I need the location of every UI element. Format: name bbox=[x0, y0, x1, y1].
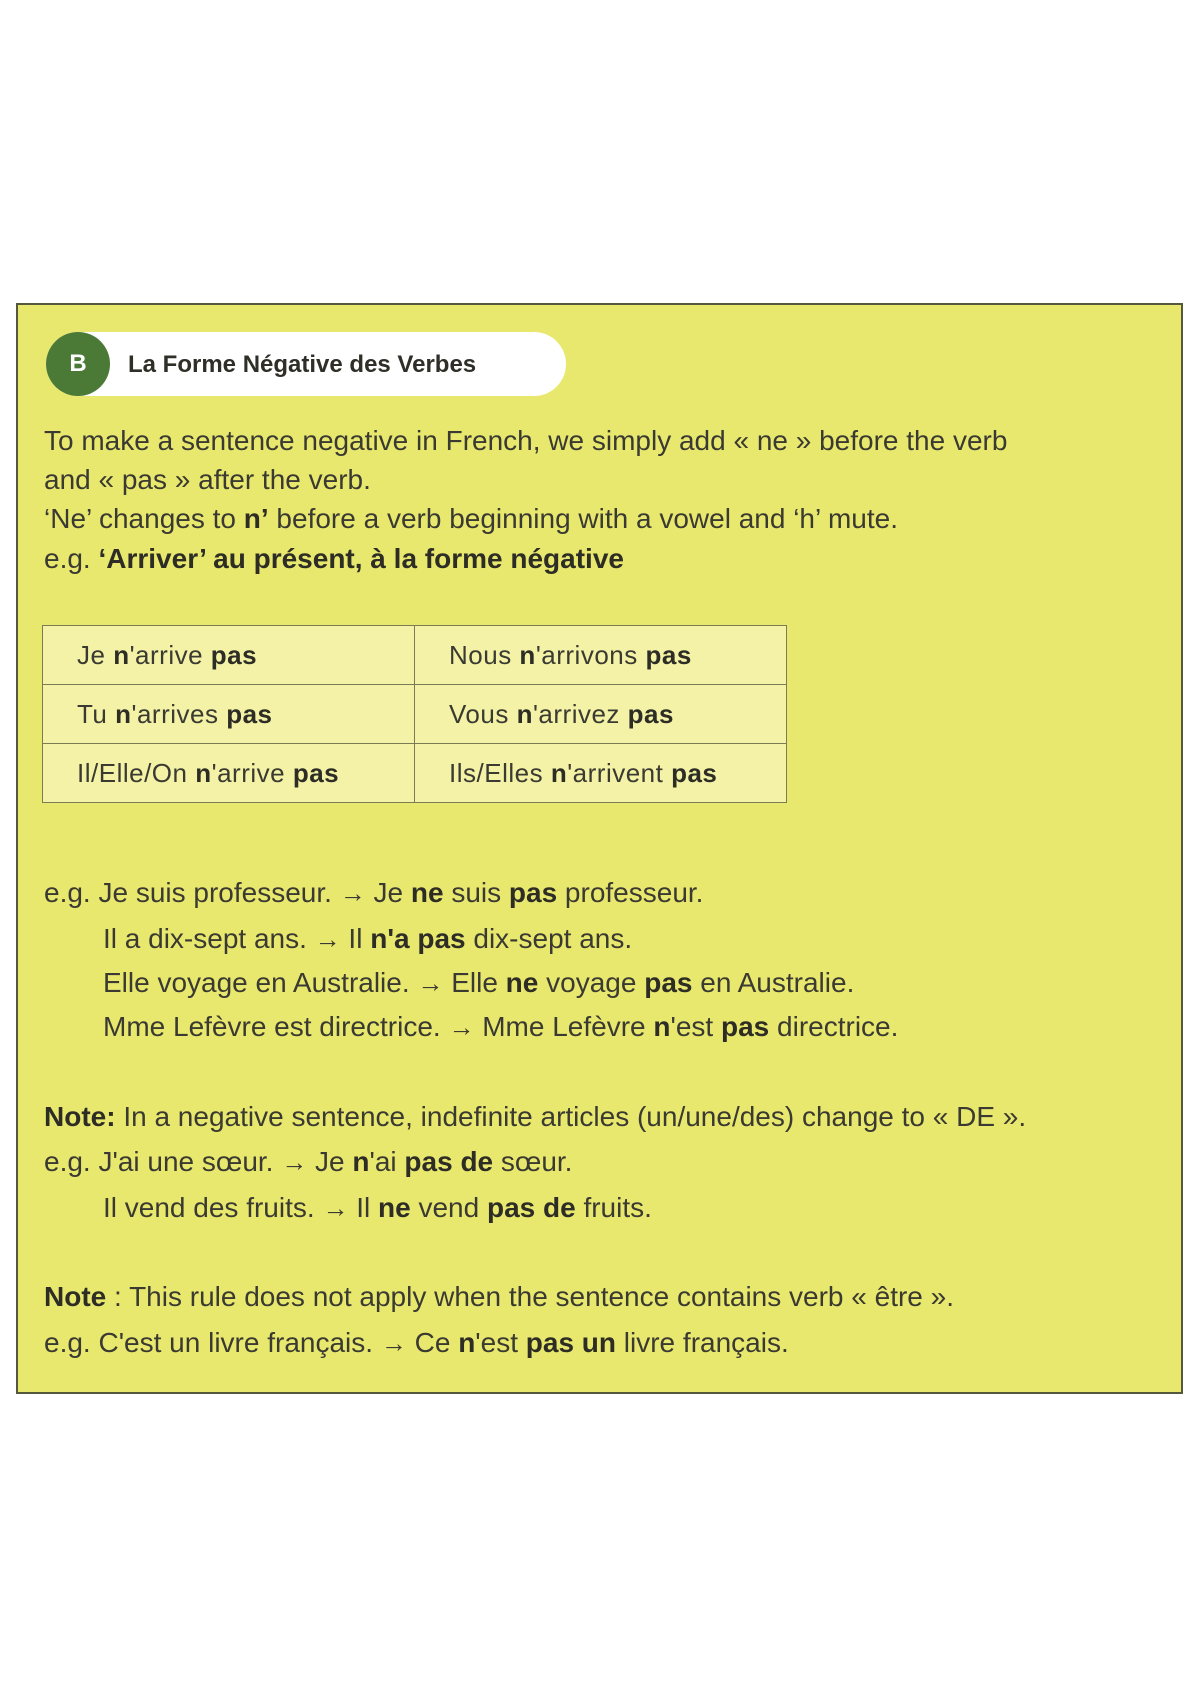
example-text: Je bbox=[365, 877, 411, 908]
example-line bbox=[103, 1188, 652, 1228]
example-text: sœur. bbox=[493, 1146, 573, 1177]
cell-text: 'arrivent bbox=[567, 757, 672, 788]
section-title: La Forme Négative des Verbes bbox=[128, 351, 477, 378]
example-text: 'ai bbox=[369, 1146, 405, 1177]
example-text: fruits. bbox=[575, 1192, 652, 1223]
table-cell bbox=[415, 685, 787, 744]
intro-line-2: and « pas » after the verb. bbox=[44, 464, 371, 495]
example-prefix: e.g. bbox=[44, 877, 99, 908]
table-row bbox=[43, 685, 787, 744]
note-label: Note: bbox=[44, 1101, 116, 1132]
example-line bbox=[103, 919, 632, 959]
cell-text: 'arrive bbox=[211, 757, 293, 788]
table-row bbox=[43, 744, 787, 803]
example-text: Ce bbox=[406, 1327, 459, 1358]
example-bold: pas de bbox=[404, 1146, 494, 1177]
intro-line-4 bbox=[44, 539, 624, 578]
cell-text: Il/Elle/On bbox=[77, 757, 196, 788]
example-line bbox=[103, 963, 854, 1003]
table-cell bbox=[43, 626, 415, 685]
example-text: 'est bbox=[475, 1327, 526, 1358]
cell-bold: n bbox=[115, 698, 132, 729]
table-cell bbox=[43, 744, 415, 803]
example-bold: pas bbox=[417, 923, 466, 954]
example-text: 'est bbox=[670, 1011, 721, 1042]
cell-text: Nous bbox=[449, 639, 520, 670]
note-text: : This rule does not apply when the sentence contains verb « être ». bbox=[106, 1281, 955, 1312]
arrow-icon: → bbox=[448, 1012, 475, 1042]
cell-bold: pas bbox=[627, 698, 674, 729]
cell-text: 'arrivez bbox=[532, 698, 628, 729]
example-text: Il bbox=[340, 923, 371, 954]
example-line bbox=[44, 1323, 789, 1363]
example-prefix: e.g. bbox=[44, 1146, 99, 1177]
cell-text: Je bbox=[77, 639, 114, 670]
intro-text: before a verb beginning with a vowel and ‘h’ mute. bbox=[268, 503, 898, 534]
cell-text: Ils/Elles bbox=[449, 757, 551, 788]
arrow-icon: → bbox=[417, 968, 444, 998]
section-heading bbox=[46, 332, 566, 396]
cell-bold: n bbox=[519, 639, 536, 670]
example-source: Mme Lefèvre est directrice. bbox=[103, 1011, 441, 1042]
note-line bbox=[44, 1097, 1026, 1136]
example-source: Il a dix-sept ans. bbox=[103, 923, 307, 954]
arrow-icon: → bbox=[380, 1328, 407, 1358]
example-bold: n bbox=[653, 1011, 671, 1042]
example-bold: pas de bbox=[486, 1192, 576, 1223]
example-bold: ne bbox=[378, 1192, 411, 1223]
example-source: Il vend des fruits. bbox=[103, 1192, 315, 1223]
section-badge: B bbox=[46, 332, 110, 396]
table-cell bbox=[415, 744, 787, 803]
example-bold: ne bbox=[410, 877, 444, 908]
example-bold: n bbox=[458, 1327, 476, 1358]
example-bold: pas un bbox=[525, 1327, 617, 1358]
intro-line-3 bbox=[44, 499, 898, 538]
cell-bold: n bbox=[550, 757, 568, 788]
example-text: professeur. bbox=[557, 877, 704, 908]
example-line bbox=[44, 1142, 572, 1182]
cell-bold: pas bbox=[292, 757, 340, 788]
example-text: suis bbox=[443, 877, 509, 908]
cell-text: Tu bbox=[77, 698, 116, 729]
cell-bold: pas bbox=[671, 757, 718, 788]
example-text: livre français. bbox=[616, 1327, 789, 1358]
example-line bbox=[103, 1007, 898, 1047]
note-line bbox=[44, 1277, 954, 1316]
cell-text: 'arrivons bbox=[535, 639, 646, 670]
intro-bold: n’ bbox=[243, 503, 269, 534]
example-bold: ne bbox=[505, 967, 539, 998]
cell-bold: n bbox=[113, 639, 130, 670]
table-cell bbox=[43, 685, 415, 744]
cell-bold: pas bbox=[210, 639, 258, 670]
intro-bold: ‘Arriver’ au présent, à la forme négative bbox=[98, 543, 624, 574]
example-text: Mme Lefèvre bbox=[474, 1011, 654, 1042]
cell-text: Vous bbox=[449, 698, 517, 729]
note-label: Note bbox=[44, 1281, 107, 1312]
example-source: Elle voyage en Australie. bbox=[103, 967, 410, 998]
example-prefix: e.g. bbox=[44, 1327, 99, 1358]
cell-text: 'arrive bbox=[129, 639, 211, 670]
cell-bold: n bbox=[195, 757, 212, 788]
example-text: dix-sept ans. bbox=[465, 923, 633, 954]
grammar-panel bbox=[16, 303, 1183, 1394]
cell-bold: n bbox=[516, 698, 533, 729]
cell-bold: pas bbox=[645, 639, 692, 670]
intro-line-1: To make a sentence negative in French, we simply add « ne » before the verb bbox=[44, 425, 1008, 456]
table-row bbox=[43, 626, 787, 685]
example-text: en Australie. bbox=[692, 967, 855, 998]
example-text: Je bbox=[307, 1146, 353, 1177]
example-bold: n'a bbox=[370, 923, 410, 954]
example-source: J'ai une sœur. bbox=[98, 1146, 274, 1177]
example-source: C'est un livre français. bbox=[98, 1327, 374, 1358]
cell-text: 'arrives bbox=[131, 698, 227, 729]
note-text: In a negative sentence, indefinite articles (un/une/des) change to « DE ». bbox=[115, 1101, 1027, 1132]
arrow-icon: → bbox=[339, 878, 366, 908]
example-bold: pas bbox=[721, 1011, 770, 1042]
conjugation-table bbox=[42, 625, 787, 803]
example-bold: n bbox=[352, 1146, 370, 1177]
intro-text: e.g. bbox=[44, 543, 99, 574]
example-text: directrice. bbox=[769, 1011, 899, 1042]
arrow-icon: → bbox=[322, 1193, 349, 1223]
intro-text: ‘Ne’ changes to bbox=[44, 503, 244, 534]
table-cell bbox=[415, 626, 787, 685]
arrow-icon: → bbox=[314, 924, 341, 954]
example-text: voyage bbox=[538, 967, 645, 998]
example-source: Je suis professeur. bbox=[98, 877, 332, 908]
example-bold: pas bbox=[644, 967, 693, 998]
example-text: Elle bbox=[443, 967, 506, 998]
cell-bold: pas bbox=[226, 698, 273, 729]
example-line bbox=[44, 873, 703, 913]
example-bold: pas bbox=[508, 877, 558, 908]
arrow-icon: → bbox=[281, 1147, 308, 1177]
example-text: Il bbox=[348, 1192, 378, 1223]
example-text: vend bbox=[410, 1192, 487, 1223]
